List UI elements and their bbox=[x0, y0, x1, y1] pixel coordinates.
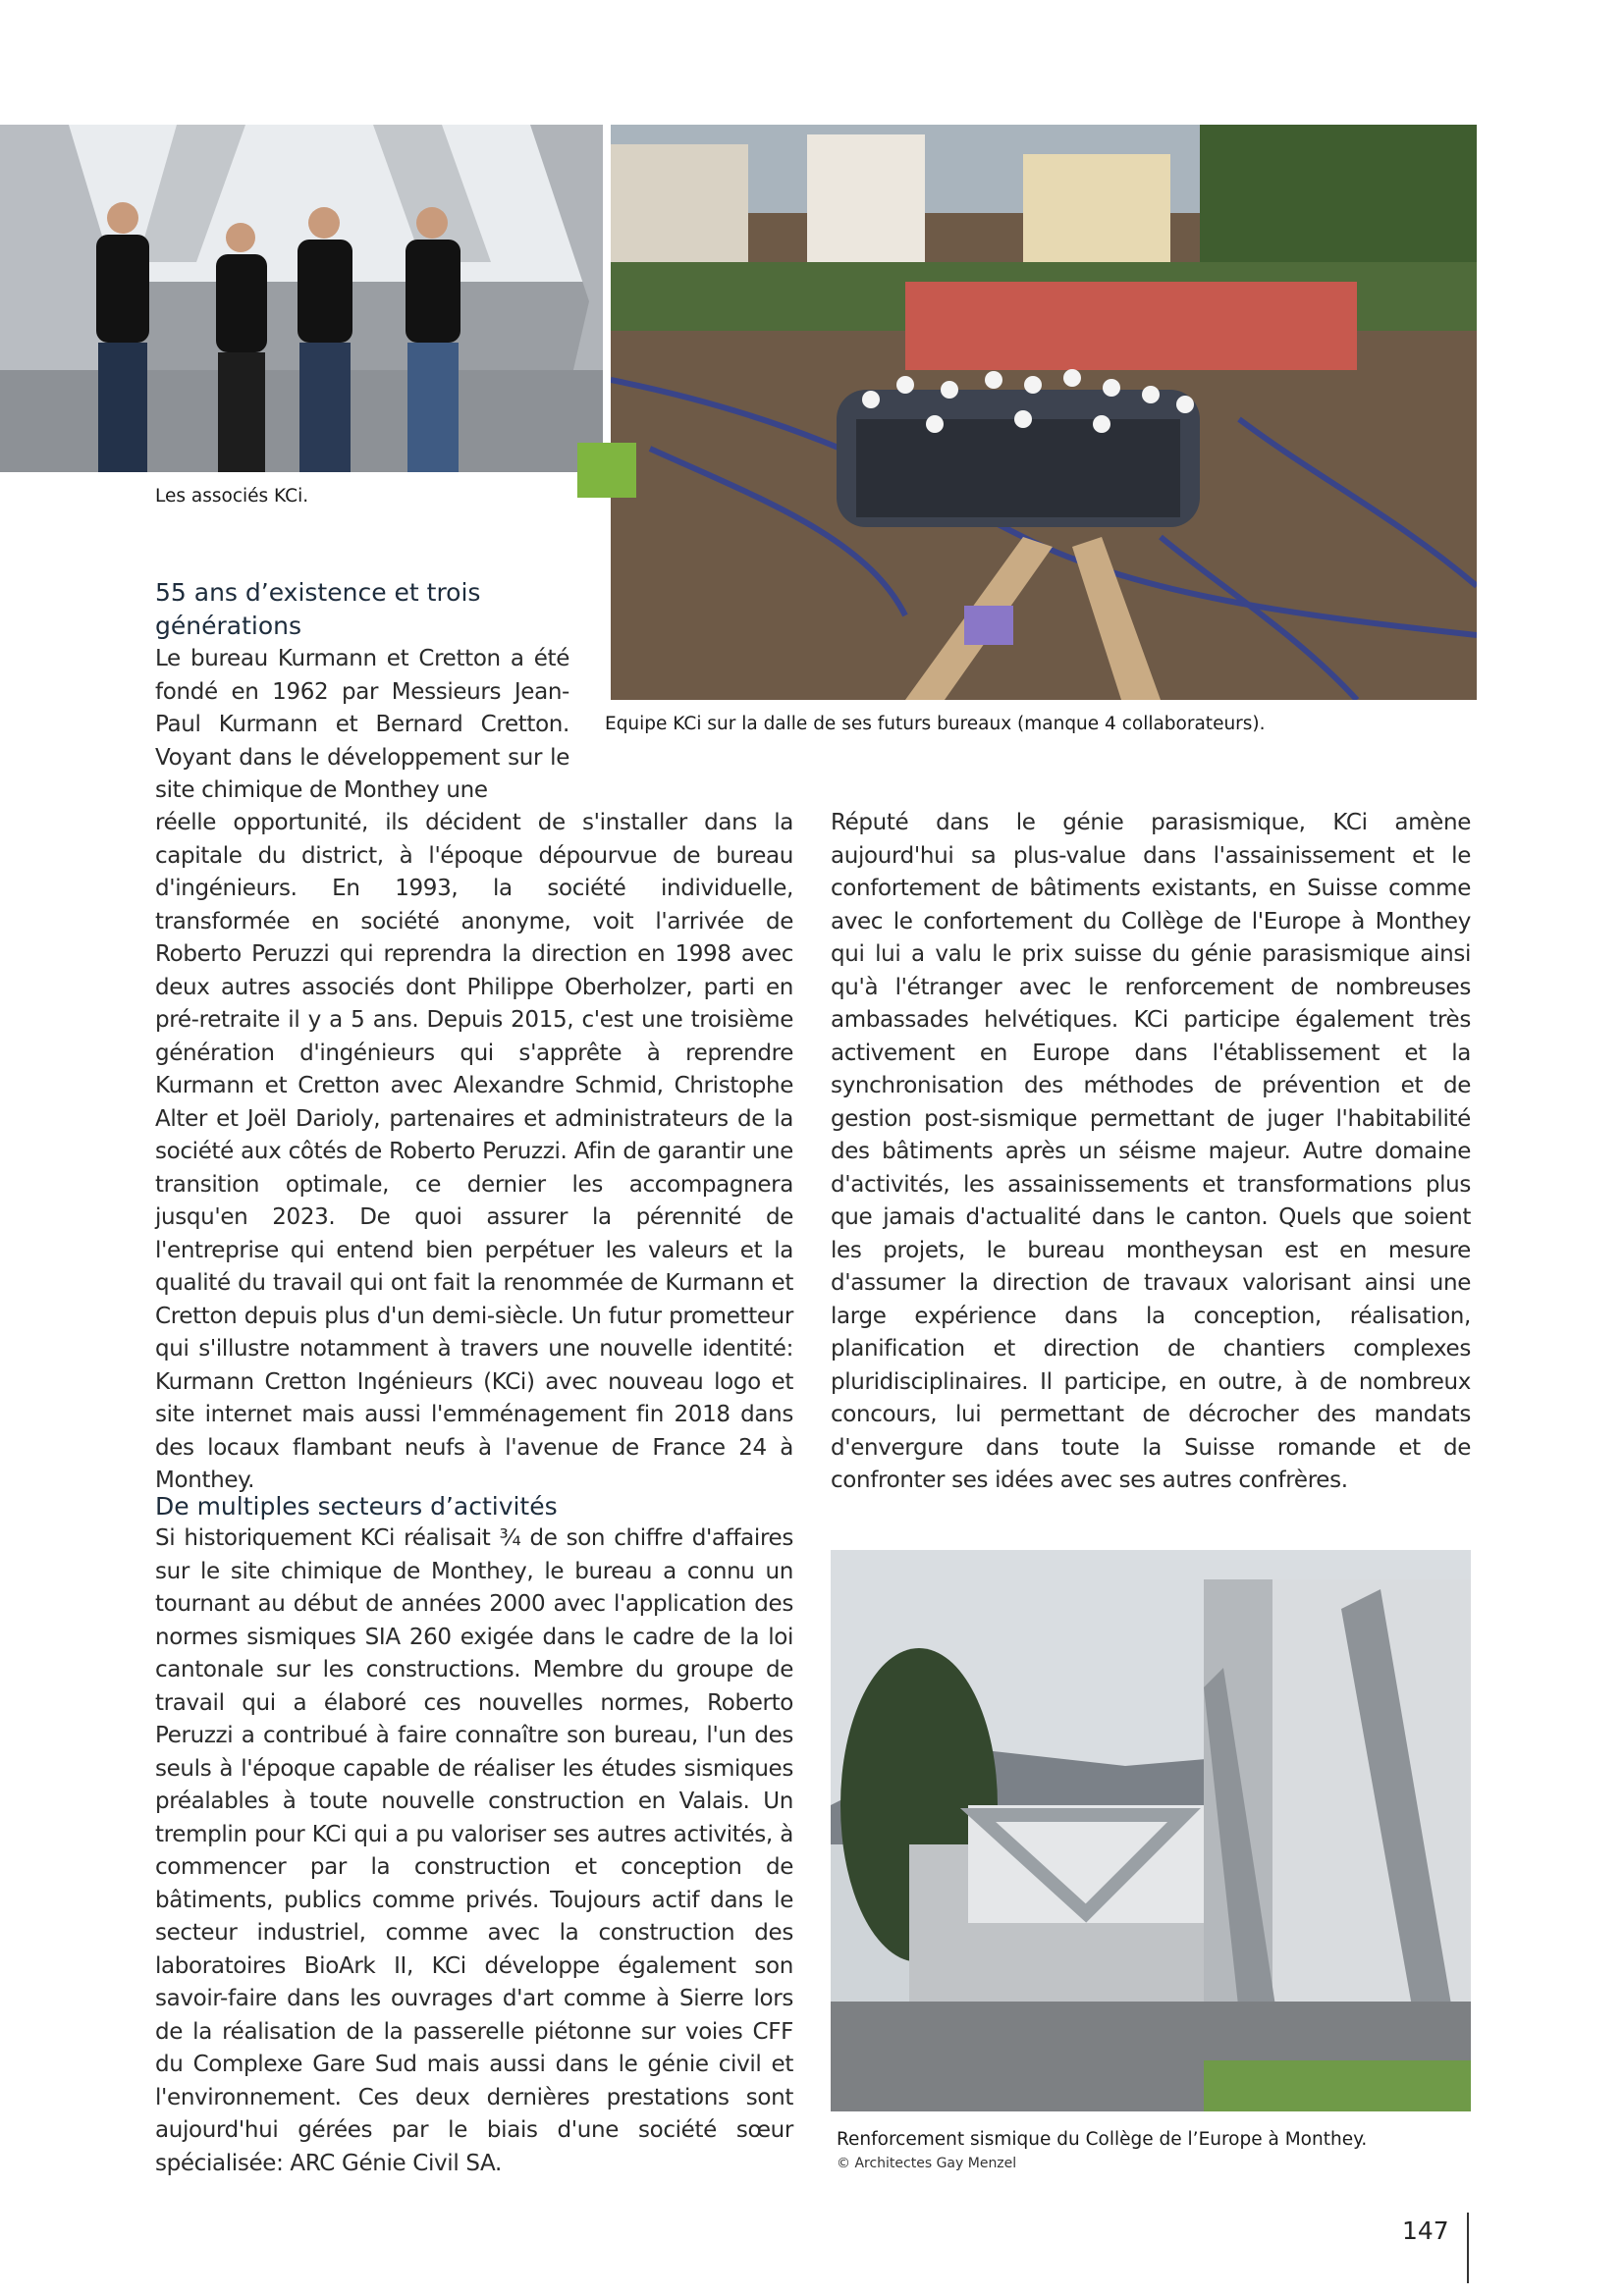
section-text-history-body: réelle opportunité, ils décident de s'installer dans la capitale du district, à l'époque dépourvue de bureau d'ingénieurs. En 1993, la société individuelle, transformée en société anonyme, voit l'arrivée de Roberto Peruzzi qui reprendra la direction en 1998 avec deux autres associés dont Philippe Oberholzer, parti en pré-retraite il y a 5 ans. Depuis 2015, c'est une troisième génération d'ingénieurs qui s'apprête à reprendre Kurmann et Cretton avec Alexandre Schmid, Christophe Alter et Joël Darioly, partenaires et administrateurs de la société aux côtés de Roberto Peruzzi. Afin de garantir une transition optimale, ce dernier les accompagnera jusqu'en 2023. De quoi assurer la pérennité de l'entreprise qui entend bien perpétuer les valeurs et la qualité du travail qui ont fait la renommée de Kurmann et Cretton depuis plus d'un demi-siècle. Un futur prometteur qui s'illustre notamment à travers une nouvelle identité: Kurmann Cretton Ingénieurs (KCi) avec nouveau logo et site internet mais aussi l'emménagement fin 2018 dans des locaux flambant neufs à l'avenue de France 24 à Monthey. bbox=[155, 810, 793, 1493]
caption-college: Renforcement sismique du Collège de l’Europe à Monthey. bbox=[837, 2129, 1368, 2150]
photo-college-europe bbox=[831, 1550, 1471, 2111]
photo-associates bbox=[0, 125, 603, 472]
caption-college-credit: © Architectes Gay Menzel bbox=[837, 2156, 1017, 2171]
page-number-rule bbox=[1467, 2213, 1469, 2283]
section-text-parasismique: Réputé dans le génie parasismique, KCi amène aujourd'hui sa plus-value dans l'assainissement et le confortement de bâtiments existants, en Suisse comme avec le confortement du Collège de l'Europe à Monthey qui lui a valu le prix suisse du génie parasismique ainsi qu'à l'étranger avec le renforcement de nombreuses ambassades helvétiques. KCi participe également très activement en Europe dans l'établissement et la synchronisation des méthodes de prévention et de gestion post-sismique permettant de juger l'habitabilité des bâtiments après un séisme majeur. Autre domaine d'activités, les assainissements et transformations plus que jamais d'actualité dans le canton. Quels que soient les projets, le bureau montheysan est en mesure d'assumer la direction de travaux valorisant ainsi une large expérience dans la conception, réalisation, planification et direction de chantiers complexes pluridisciplinaires. Il participe, en outre, à de nombreux concours, lui permettant de décrocher des mandats d'envergure dans toute la Suisse romande et de confronter ses idées avec ses autres confrères. bbox=[831, 810, 1471, 1493]
section-heading-history: 55 ans d’existence et trois générations bbox=[155, 578, 481, 640]
photo-team-slab bbox=[611, 125, 1477, 700]
section-text-activities: Si historiquement KCi réalisait ¾ de son chiffre d'affaires sur le site chimique de Monthey, le bureau a connu un tournant au début de années 2000 avec l'application des normes sismiques SIA 260 exigée dans le cadre de la loi cantonale sur les constructions. Membre du groupe de travail qui a élaboré ces nouvelles normes, Roberto Peruzzi a contribué à faire connaître son bureau, l'un des seuls à l'époque capable de réaliser les études sismiques préalables à toute nouvelle construction en Valais. Un tremplin pour KCi qui a pu valoriser ses autres activités, à commencer par la construction et conception de bâtiments, publics comme privés. Toujours actif dans le secteur industriel, comme avec la construction des laboratoires BioArk II, KCi développe également son savoir-faire dans les ouvrages d'art comme à Sierre lors de la réalisation de la passerelle piétonne sur voies CFF du Complexe Gare Sud mais aussi dans le génie civil et l'environnement. Ces deux dernières prestations sont aujourd'hui gérées par le biais d'une société sœur spécialisée: ARC Génie Civil SA. bbox=[155, 1525, 793, 2176]
caption-associates: Les associés KCi. bbox=[155, 486, 309, 507]
section-heading-activities: De multiples secteurs d’activités bbox=[155, 1492, 558, 1521]
caption-team: Equipe KCi sur la dalle de ses futurs bureaux (manque 4 collaborateurs). bbox=[605, 714, 1266, 734]
page-number: 147 bbox=[1402, 2216, 1449, 2245]
section-text-history-intro: Le bureau Kurmann et Cretton a été fondé en 1962 par Messieurs Jean-Paul Kurmann et Bernard Cretton. Voyant dans le développement sur le site chimique de Monthey une bbox=[155, 646, 569, 803]
